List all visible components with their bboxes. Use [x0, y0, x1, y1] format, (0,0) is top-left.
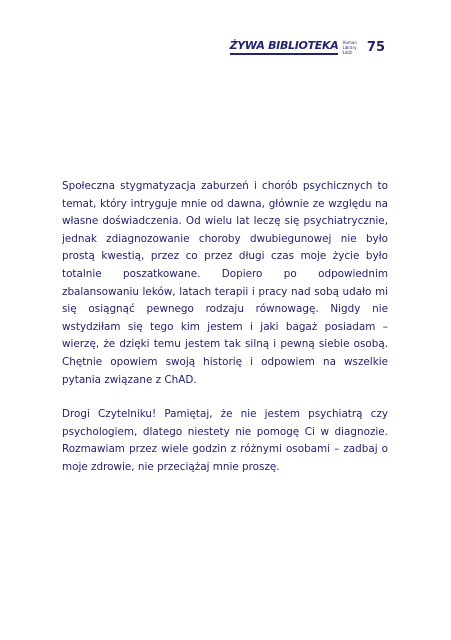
- page-header: [230, 40, 385, 55]
- paragraph: Społeczna stygmatyzacja zaburzeń i chorób psychicznych to temat, który intryguje mnie od dawna, głównie ze względu na własne doświadczenia. Od wielu lat leczę się psychiatrycznie, jednak zdiagnozowanie choroby dwubiegunowej nie było prostą kwestią, przez co przez długi czas moje życie było totalnie poszatkowane. Dopiero po odpowiednim zbalansowaniu leków, latach terapii i pracy nad sobą udało mi się osiągnąć pewnego rodzaju równowagę. Nigdy nie wstydziłam się tego kim jestem i jaki bagaż posiadam – wierzę, że dzięki temu jestem tak silną i pewną siebie osobą. Chętnie opowiem swoją historię i odpowiem na wszelkie pytania związane z ChAD.: [62, 180, 388, 386]
- zywa-biblioteka-logo: [230, 40, 357, 55]
- logo-subtext-line: Łódź: [342, 50, 352, 55]
- paragraph: Drogi Czytelniku! Pamiętaj, że nie jestem psychiatrą czy psychologiem, dlatego niestety nie pomogę Ci w diagnozie. Rozmawiam przez wiele godzin z różnymi osobami – zadbaj o moje zdrowie, nie przeciążaj mnie proszę.: [62, 408, 388, 473]
- logo-wordmark: ŻYWA BIBLIOTEKA: [230, 40, 339, 55]
- body-text: [62, 178, 388, 477]
- logo-subtext-line: Human: [342, 40, 357, 45]
- page-number: 75: [366, 40, 385, 55]
- logo-subtext-line: Library: [342, 45, 357, 50]
- logo-subtext: [342, 40, 356, 55]
